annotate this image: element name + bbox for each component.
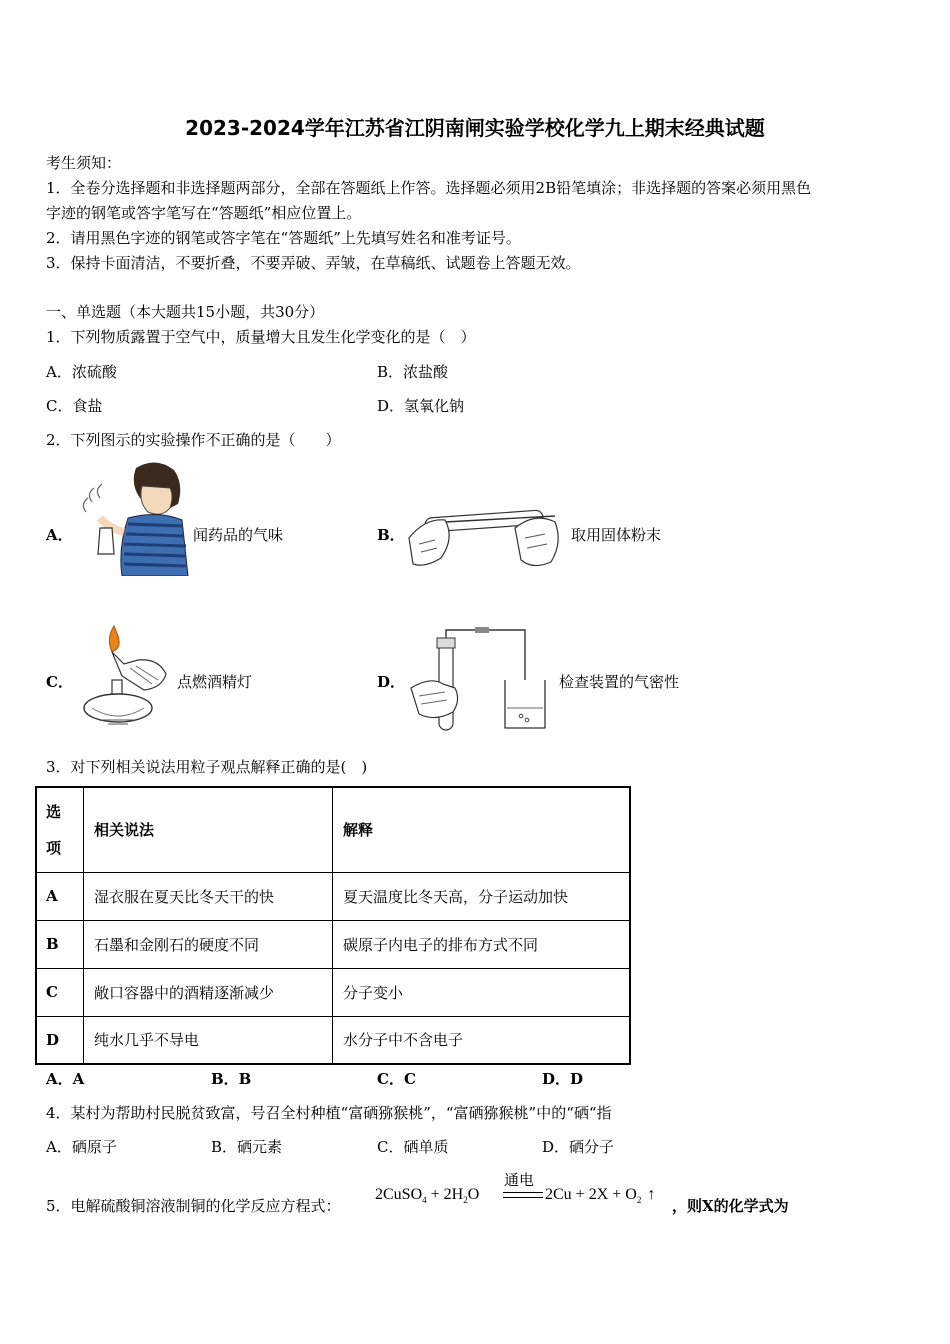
row-statement: 湿衣服在夏天比冬天干的快 (84, 872, 333, 920)
table-row (36, 968, 630, 1016)
q3-option-b: B．B (211, 1070, 252, 1088)
q3-option-c: C．C (377, 1070, 416, 1088)
row-statement: 敞口容器中的酒精逐渐减少 (84, 968, 333, 1016)
q2-option-d-caption: 检查装置的气密性 (559, 673, 680, 691)
q5-tail: ，则X的化学式为 (672, 1197, 789, 1215)
alcohol-lamp-figure (78, 624, 174, 728)
q4-option-b: B．硒元素 (211, 1138, 283, 1156)
row-statement: 纯水几乎不导电 (84, 1016, 333, 1064)
eq-sub-2: 2 (463, 1195, 468, 1206)
airtightness-figure (405, 626, 555, 732)
powder-figure (405, 498, 565, 572)
q4-option-c: C．硒单质 (377, 1138, 449, 1156)
header-option-char-1: 选 (46, 802, 62, 821)
q4-stem: 4．某村为帮助村民脱贫致富，号召全村种植“富硒猕猴桃”，“富硒猕猴桃”中的“硒“指 (46, 1104, 612, 1122)
q2-option-a-label: A． (46, 526, 73, 544)
q1-option-c: C．食盐 (46, 397, 103, 415)
table-row (36, 872, 630, 920)
row-explanation: 碳原子内电子的排布方式不同 (333, 920, 631, 968)
q5-stem: 5．电解硫酸铜溶液制铜的化学反应方程式： (46, 1197, 341, 1215)
table-row (36, 1016, 630, 1064)
header-statement: 相关说法 (84, 787, 333, 872)
row-explanation: 分子变小 (333, 968, 631, 1016)
header-option-cell (36, 787, 84, 872)
eq-sub-2b: 2 (636, 1195, 642, 1206)
notice-heading: 考生须知： (46, 154, 122, 172)
q1-stem: 1．下列物质露置于空气中，质量增大且发生化学变化的是（ ） (46, 328, 476, 346)
table-row (36, 920, 630, 968)
q2-option-a-caption: 闻药品的气味 (193, 526, 284, 544)
q2-option-c-label: C． (46, 673, 73, 691)
notice-item-1-line-1: 1．全卷分选择题和非选择题两部分，全部在答题纸上作答。选择题必须用2B铅笔填涂；非选择题的答案必须用黑色 (46, 179, 812, 197)
q1-option-a: A．浓硫酸 (46, 363, 117, 381)
row-explanation: 水分子中不含电子 (333, 1016, 631, 1064)
q5-equation (375, 1186, 479, 1205)
row-option: C (36, 968, 84, 1016)
eq-left: 2CuSO (375, 1186, 423, 1203)
eq-condition: 通电 (504, 1173, 535, 1189)
table-header-row (36, 787, 630, 872)
notice-item-3: 3．保持卡面清洁，不要折叠，不要弄破、弄皱，在草稿纸、试题卷上答题无效。 (46, 254, 581, 272)
header-explanation: 解释 (333, 787, 631, 872)
row-option: B (36, 920, 84, 968)
q2-stem: 2．下列图示的实验操作不正确的是（ ） (46, 431, 341, 449)
page-title: 2023-2024学年江苏省江阴南闸实验学校化学九上期末经典试题 (185, 116, 765, 140)
q2-option-b-caption: 取用固体粉末 (571, 526, 662, 544)
row-option: D (36, 1016, 84, 1064)
eq-double-line (503, 1192, 543, 1198)
q3-stem: 3．对下列相关说法用粒子观点解释正确的是( ) (46, 758, 368, 776)
q2-option-d-label: D． (377, 673, 406, 691)
q2-option-b-label: B． (377, 526, 405, 544)
smelling-figure (78, 458, 190, 576)
row-option: A (36, 872, 84, 920)
q1-option-d: D．氢氧化钠 (377, 397, 465, 415)
row-explanation: 夏天温度比冬天高，分子运动加快 (333, 872, 631, 920)
eq-right: 2Cu + 2X + O (545, 1186, 637, 1203)
eq-arrow: ↑ (647, 1186, 656, 1203)
q3-table (35, 786, 631, 1065)
eq-sub-4: 4 (422, 1195, 427, 1206)
q3-option-a: A．A (46, 1070, 85, 1088)
q4-option-a: A．硒原子 (46, 1138, 117, 1156)
section-heading: 一、单选题（本大题共15小题，共30分） (46, 303, 325, 321)
q1-option-b: B．浓盐酸 (377, 363, 449, 381)
eq-mid: + 2H (426, 1186, 464, 1203)
q4-option-d: D．硒分子 (542, 1138, 615, 1156)
notice-item-2: 2．请用黑色字迹的钢笔或答字笔在“答题纸”上先填写姓名和准考证号。 (46, 229, 521, 247)
q5-equation-right (545, 1186, 655, 1205)
header-option-char-2: 项 (46, 838, 62, 857)
q3-option-d: D．D (542, 1070, 584, 1088)
notice-item-1-line-2: 字迹的钢笔或答字笔写在“答题纸”相应位置上。 (46, 204, 362, 222)
eq-o: O (467, 1186, 480, 1203)
row-statement: 石墨和金刚石的硬度不同 (84, 920, 333, 968)
q2-option-c-caption: 点燃酒精灯 (177, 673, 253, 691)
